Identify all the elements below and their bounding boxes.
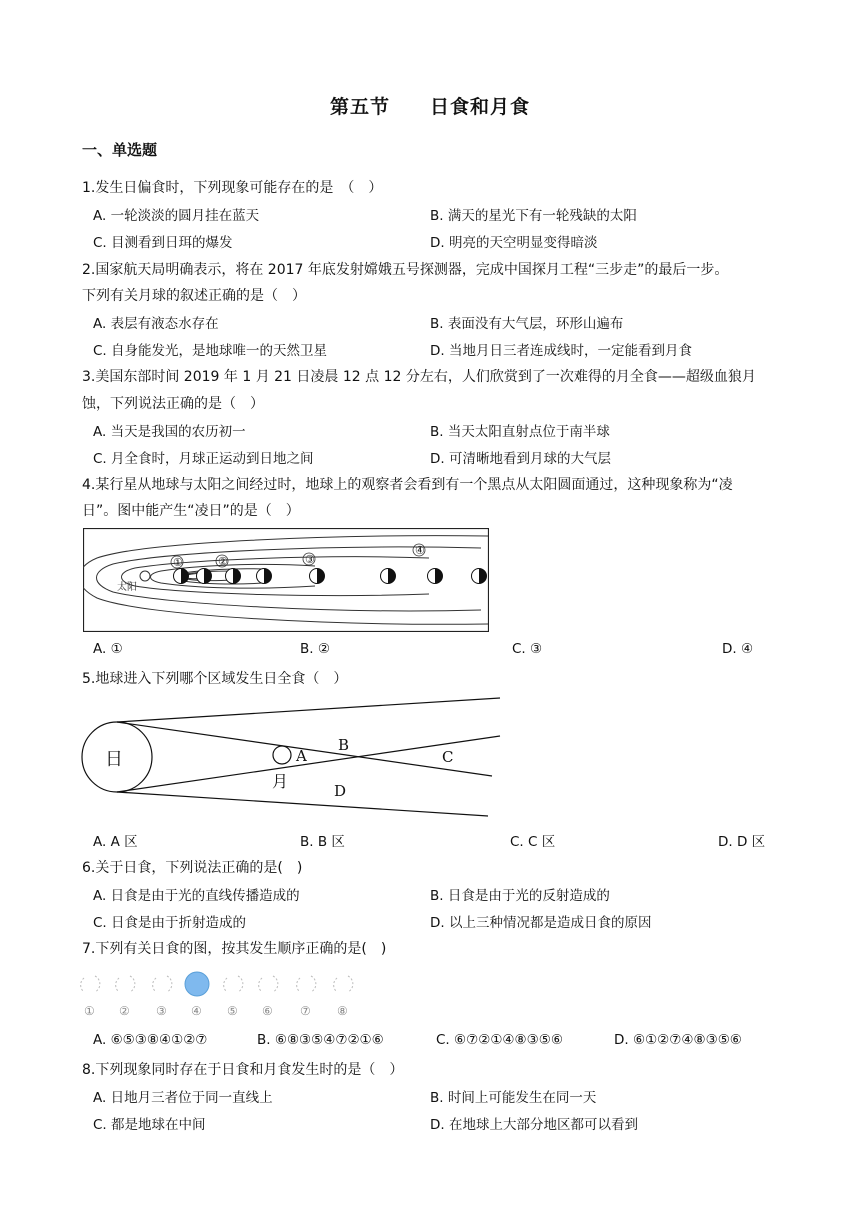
eclipse-stage-sketch (259, 976, 278, 992)
eclipse-sequence-figure (80, 966, 360, 1020)
q6-option-c[interactable]: C. 日食是由于折射造成的 (93, 915, 247, 931)
eclipse-stage-label: ⑤ (227, 1004, 238, 1018)
question-4-stem-line2: 日”。图中能产生“凌日”的是（ ） (82, 503, 300, 519)
q2-option-b[interactable]: B. 表面没有大气层，环形山遍布 (430, 316, 624, 332)
eclipse-stage-sketch (153, 976, 172, 992)
eclipse-stage-label: ④ (191, 1004, 202, 1018)
q3-option-a[interactable]: A. 当天是我国的农历初一 (93, 424, 246, 440)
zone-c-label: C (442, 748, 454, 766)
eclipse-stage-label: ⑥ (262, 1004, 273, 1018)
section-heading: 一、单选题 (82, 141, 158, 159)
question-4-stem-line1: 4.某行星从地球与太阳之间经过时，地球上的观察者会看到有一个黑点从太阳圆面通过，这种现象称为“凌 (82, 477, 733, 493)
q6-option-a[interactable]: A. 日食是由于光的直线传播造成的 (93, 888, 300, 904)
question-3-stem-line2: 蚀，下列说法正确的是（ ） (82, 396, 264, 412)
q4-option-c[interactable]: C. ③ (512, 641, 543, 657)
eclipse-stage-label: ① (84, 1004, 95, 1018)
q4-option-d[interactable]: D. ④ (722, 641, 754, 657)
q3-option-b[interactable]: B. 当天太阳直射点位于南半球 (430, 424, 610, 440)
q4-option-a[interactable]: A. ① (93, 641, 123, 657)
question-7-stem: 7.下列有关日食的图，按其发生顺序正确的是( ) (82, 941, 387, 957)
q7-option-a[interactable]: A. ⑥⑤③⑧④①②⑦ (93, 1032, 208, 1048)
eclipse-stage-label: ③ (156, 1004, 167, 1018)
q5-option-a[interactable]: A. A 区 (93, 834, 138, 850)
q1-option-a[interactable]: A. 一轮淡淡的圆月挂在蓝天 (93, 208, 260, 224)
question-6-stem: 6.关于日食，下列说法正确的是( ) (82, 860, 303, 876)
eclipse-stages (81, 972, 353, 1018)
zone-a-label: A (296, 747, 307, 765)
q7-option-d[interactable]: D. ⑥①②⑦④⑧③⑤⑥ (614, 1032, 742, 1048)
sun-label: 日 (105, 749, 123, 770)
eclipse-stage-sketch (116, 976, 135, 992)
q1-option-c[interactable]: C. 目测看到日珥的爆发 (93, 235, 233, 251)
question-1-stem: 1.发生日偏食时，下列现象可能存在的是 （ ） (82, 180, 383, 196)
q7-option-c[interactable]: C. ⑥⑦②①④⑧③⑤⑥ (436, 1032, 563, 1048)
q3-option-c[interactable]: C. 月全食时，月球正运动到日地之间 (93, 451, 314, 467)
q6-option-b[interactable]: B. 日食是由于光的反射造成的 (430, 888, 610, 904)
zone-d-label: D (334, 782, 347, 800)
q6-option-d[interactable]: D. 以上三种情况都是造成日食的原因 (430, 915, 652, 931)
q1-option-d[interactable]: D. 明亮的天空明显变得暗淡 (430, 235, 598, 251)
q8-option-d[interactable]: D. 在地球上大部分地区都可以看到 (430, 1117, 638, 1133)
q2-option-a[interactable]: A. 表层有液态水存在 (93, 316, 219, 332)
q8-option-c[interactable]: C. 都是地球在中间 (93, 1117, 206, 1133)
q2-option-c[interactable]: C. 自身能发光，是地球唯一的天然卫星 (93, 343, 328, 359)
q1-option-b[interactable]: B. 满天的星光下有一轮残缺的太阳 (430, 208, 637, 224)
eclipse-stage-sketch (81, 976, 100, 992)
question-2-stem-line2: 下列有关月球的叙述正确的是（ ） (82, 288, 306, 304)
q4-option-b[interactable]: B. ② (300, 641, 330, 657)
planet-transit-figure (83, 528, 489, 632)
marker-2: ② (218, 555, 228, 568)
q5-option-d[interactable]: D. D 区 (718, 834, 766, 850)
moon-label: 月 (272, 772, 289, 791)
q2-option-d[interactable]: D. 当地月日三者连成线时，一定能看到月食 (430, 343, 692, 359)
eclipse-stage-sketch (224, 976, 243, 992)
marker-1: ① (173, 556, 183, 569)
eclipse-stage-label: ⑧ (337, 1004, 348, 1018)
zone-b-label: B (338, 736, 350, 754)
solar-eclipse-shadow-figure (80, 694, 504, 822)
marker-4: ④ (415, 544, 425, 557)
sun-label: 太阳 (117, 582, 137, 593)
q7-option-b[interactable]: B. ⑥⑧③⑤④⑦②①⑥ (257, 1032, 384, 1048)
eclipse-stage-sketch (334, 976, 353, 992)
question-8-stem: 8.下列现象同时存在于日食和月食发生时的是（ ） (82, 1062, 404, 1078)
q8-option-a[interactable]: A. 日地月三者位于同一直线上 (93, 1090, 273, 1106)
eclipse-stage-label: ② (119, 1004, 130, 1018)
eclipse-stage-sketch (297, 976, 316, 992)
eclipse-stage-full-disc (185, 972, 209, 996)
question-2-stem-line1: 2.国家航天局明确表示，将在 2017 年底发射嫦娥五号探测器，完成中国探月工程“三步走”的最后一步。 (82, 262, 729, 278)
q5-option-c[interactable]: C. C 区 (510, 834, 556, 850)
question-3-stem-line1: 3.美国东部时间 2019 年 1 月 21 日凌晨 12 点 12 分左右，人们欣赏到了一次难得的月全食——超级血狼月 (82, 369, 756, 385)
q8-option-b[interactable]: B. 时间上可能发生在同一天 (430, 1090, 597, 1106)
page-title: 第五节 日食和月食 (329, 96, 530, 118)
q5-option-b[interactable]: B. B 区 (300, 834, 345, 850)
q3-option-d[interactable]: D. 可清晰地看到月球的大气层 (430, 451, 611, 467)
question-5-stem: 5.地球进入下列哪个区域发生日全食（ ） (82, 671, 348, 687)
eclipse-stage-label: ⑦ (300, 1004, 311, 1018)
marker-3: ③ (305, 553, 315, 566)
